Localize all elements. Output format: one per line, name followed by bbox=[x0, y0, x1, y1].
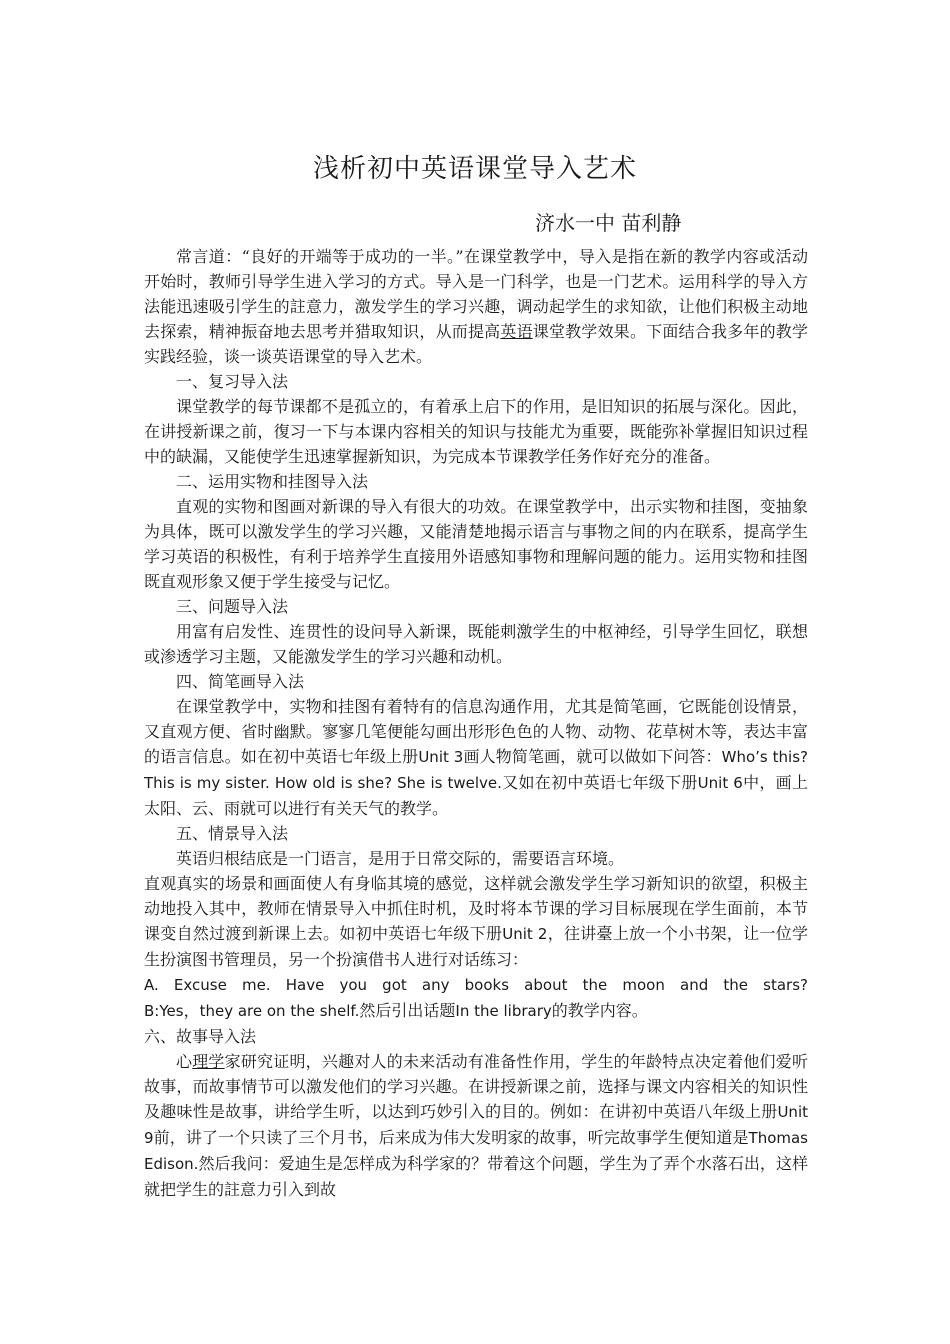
english-text: they are on the shelf. bbox=[199, 1002, 360, 1020]
dialogue-line-b bbox=[144, 998, 808, 1024]
english-text: Unit 6 bbox=[697, 774, 743, 792]
body-text: 又如在初中英语七年级下册 bbox=[501, 773, 698, 792]
section-heading-3: 三、问题导入法 bbox=[176, 597, 289, 616]
english-text: Who’s this? This is my sister. How old is she? She is twelve. bbox=[144, 748, 808, 792]
section-body-3: 用富有启发性、连贯性的设问导入新课，既能刺激学生的中枢神经，引导学生回忆，联想或渗透学习主题，又能激发学生的学习兴趣和动机。 bbox=[144, 622, 808, 666]
english-text: Unit 2 bbox=[502, 925, 548, 943]
section-body-6 bbox=[144, 1049, 808, 1202]
section-body-1: 课堂教学的每节课都不是孤立的，有着承上启下的作用，是旧知识的拓展与深化。因此，在讲授新课之前，復习一下与本课内容相关的知识与技能尤为重要，既能弥补掌握旧知识过程中的缺漏，又能使学生迅速掌握新知识，为完成本节课教学任务作好充分的准备。 bbox=[144, 397, 808, 466]
english-text: B:Yes bbox=[144, 1002, 184, 1020]
dialogue-line-a bbox=[144, 972, 808, 998]
body-text: 在课堂教学中，实物和挂图有着特有的信息沟通作用，尤其是简笔画，它既能创设情景，又直观方便、省时幽默。寥寥几笔便能勾画出形形色色的人物、动物、花草树木等，表达丰富的语言信息。如在初中英语七年级上册 bbox=[144, 697, 808, 766]
body-text: 中，画上太阳、云、雨就可以进行有关天气的教学。 bbox=[144, 773, 808, 818]
english-link[interactable]: 英语 bbox=[500, 322, 533, 341]
document-title: 浅析初中英语课堂导入艺术 bbox=[312, 154, 637, 184]
section-heading-4: 四、简笔画导入法 bbox=[176, 672, 305, 691]
body-text: 家研究证明，兴趣对人的未来活动有准备性作用，学生的年龄特点决定着他们爱听故事，而故事情节可以激发他们的学习兴趣。在讲授新课之前，选择与课文内容相关的知识性及趣味性是故事，讲给学生听，以达到巧妙引入的目的。例如：在讲初中英语八年级上册 bbox=[144, 1052, 808, 1121]
english-text: A. Excuse me. Have you got any books about the moon and the stars? bbox=[144, 976, 808, 994]
section-body-2: 直观的实物和图画对新课的导入有很大的功效。在课堂教学中，出示实物和挂图，变抽象为具体，既可以激发学生的学习兴趣，又能清楚地揭示语言与事物之间的内在联系，提高学生学习英语的积极性，有利于培养学生直接用外语感知事物和理解问题的能力。运用实物和挂图既直观形象又便于学生接受与记忆。 bbox=[144, 497, 808, 591]
body-text: 心 bbox=[176, 1052, 193, 1071]
author-line: 济水一中 苗利静 bbox=[535, 211, 682, 235]
intro-text: 常言道：“良好的开端等于成功的一半。”在课堂教学中，导入是指在新的教学内容或活动开始时，教师引导学生进入学习的方式。导入是一门科学，也是一门艺术。运用科学的导入方法能迅速吸引学生的註意力，激发学生的学习兴趣，调动起学生的求知欲，让他们积极主动地去探索，精神振奋地去思考并猎取知识，从而提高 bbox=[144, 247, 808, 341]
body-text: 画人物简笔画，就可以做如下问答： bbox=[463, 747, 722, 766]
section-heading-1: 一、复习导入法 bbox=[176, 372, 289, 391]
intro-text-end: 课堂教学效果。下面结合我多年的教学实践经验，谈一谈英语课堂的导入艺术。 bbox=[144, 322, 808, 366]
section-body-4 bbox=[144, 694, 808, 821]
body-text: 的教学内容。 bbox=[551, 1001, 648, 1020]
psychology-link[interactable]: 理学 bbox=[192, 1052, 225, 1071]
body-text: 然后引出话题 bbox=[359, 1001, 456, 1020]
body-text: ，往讲臺上放一个小书架，让一位学生扮演图书管理员，另一个扮演借书人进行对话练习： bbox=[144, 924, 808, 969]
english-text: In the library bbox=[455, 1002, 552, 1020]
english-text: Unit 9 bbox=[144, 1103, 808, 1147]
document-body bbox=[144, 244, 808, 1202]
english-text: Unit 3 bbox=[418, 748, 464, 766]
section-heading-6: 六、故事导入法 bbox=[144, 1027, 257, 1046]
section-lead-5: 英语归根结底是一门语言，是用于日常交际的，需要语言环境。 bbox=[176, 849, 625, 868]
section-heading-2: 二、运用实物和挂图导入法 bbox=[176, 472, 369, 491]
section-heading-5: 五、情景导入法 bbox=[176, 824, 289, 843]
body-text: 前，讲了一个只读了三个月书，后来成为伟大发明家的故事，听完故事学生便知道是 bbox=[153, 1128, 749, 1147]
section-body-5 bbox=[144, 871, 808, 972]
body-text: 然后我问：爱迪生是怎样成为科学家的？带着这个问题，学生为了弄个水落石出，这样就把学生的註意力引入到故 bbox=[144, 1154, 808, 1199]
english-text: Thomas Edison. bbox=[144, 1129, 808, 1173]
body-text: 直观真实的场景和画面使人有身临其境的感觉，这样就会激发学生学习新知识的欲望，积极主动地投入其中，教师在情景导入中抓住时机，及时将本节课的学习目标展现在学生面前，本节课变自然过渡到新课上去。如初中英语七年级下册 bbox=[144, 874, 808, 943]
intro-paragraph bbox=[144, 244, 808, 369]
body-text: ， bbox=[183, 1001, 200, 1020]
